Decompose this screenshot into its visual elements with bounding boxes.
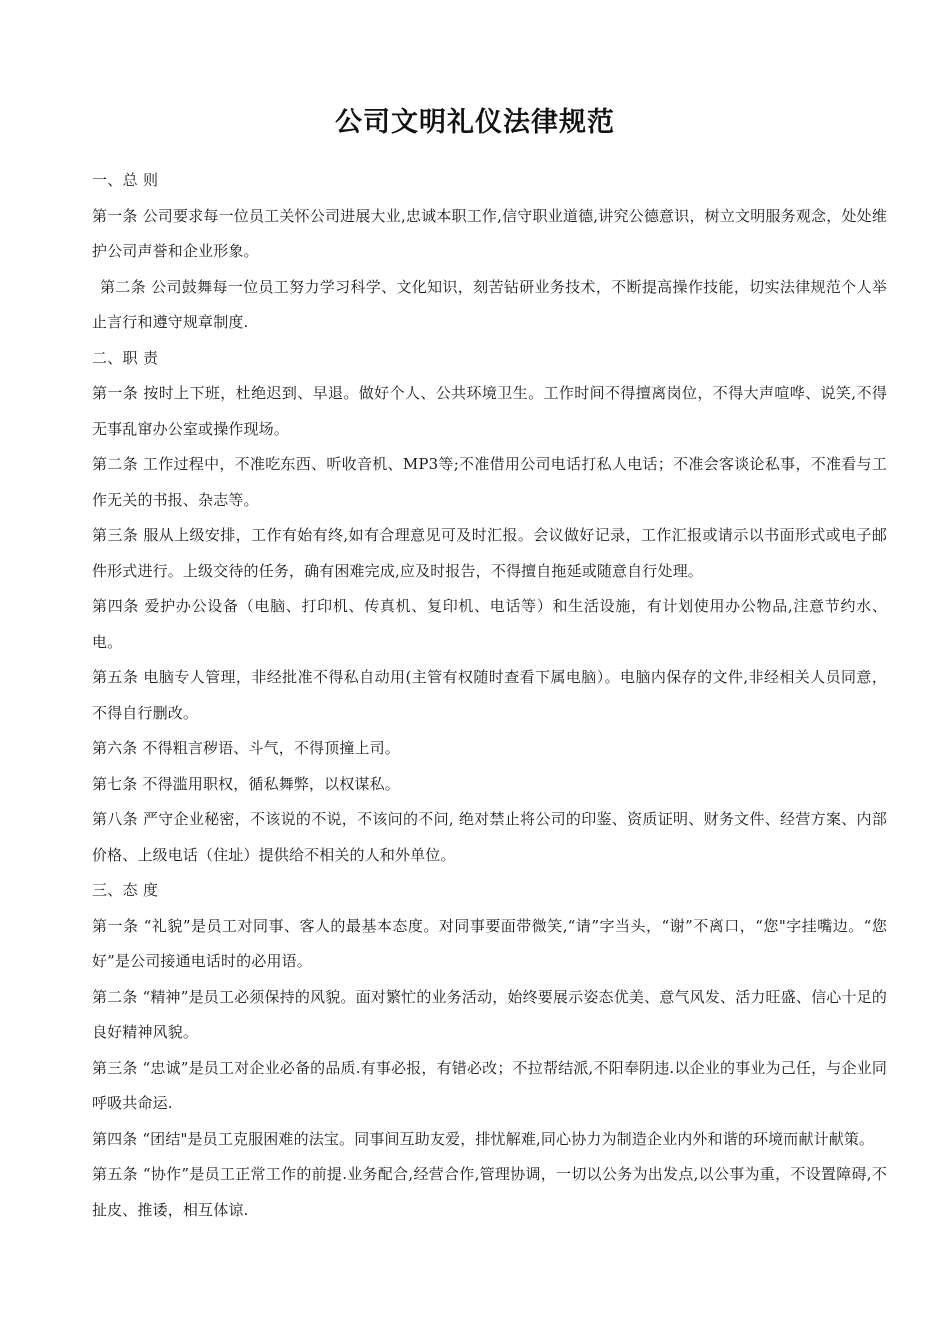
section-heading-general: 一、总 则 — [92, 171, 159, 189]
paragraph: 第六条 不得粗言秽语、斗气，不得顶撞上司。 — [92, 739, 400, 757]
paragraph: 第三条 “忠诚”是员工对企业必备的品质.有事必报，有错必改；不拉帮结派,不阳奉阴违.以企业的事业为己任，与企业同呼吸共命运. — [92, 1058, 887, 1112]
paragraph: 第一条 按时上下班，杜绝迟到、早退。做好个人、公共环境卫生。工作时间不得擅离岗位，不得大声喧哗、说笑,不得无事乱窜办公室或操作现场。 — [92, 384, 887, 438]
paragraph: 第二条 工作过程中，不准吃东西、听收音机、MP3等;不准借用公司电话打私人电话；不准会客谈论私事，不准看与工作无关的书报、杂志等。 — [92, 455, 887, 509]
paragraph: 第五条 “协作”是员工正常工作的前提.业务配合,经营合作,管理协调，一切以公务为出发点,以公事为重，不设置障碍,不扯皮、推诿，相互体谅. — [92, 1165, 887, 1219]
paragraph: 第一条 公司要求每一位员工关怀公司进展大业,忠诚本职工作,信守职业道德,讲究公德意识，树立文明服务观念，处处维护公司声誉和企业形象。 — [92, 206, 887, 260]
section-heading-duties: 二、职 责 — [92, 348, 159, 367]
paragraph: 第四条 “团结"是员工克服困难的法宝。同事间互助友爱，排忧解难,同心协力为制造企业内外和谐的环境而献计献策。 — [92, 1129, 875, 1148]
paragraph: 第七条 不得滥用职权，循私舞弊，以权谋私。 — [92, 774, 400, 793]
paragraph: 第一条 “礼貌”是员工对同事、客人的最基本态度。对同事要面带微笑,“请”字当头，“谢”不离口，“您"字挂嘴边。“您好”是公司接通电话时的必用语。 — [92, 916, 887, 970]
paragraph: 第二条 公司鼓舞每一位员工努力学习科学、文化知识，刻苦钻研业务技术，不断提高操作技能，切实法律规范个人举止言行和遵守规章制度. — [92, 277, 887, 331]
paragraph: 第五条 电脑专人管理，非经批准不得私自动用(主管有权随时查看下属电脑）。电脑内保存的文件,非经相关人员同意，不得自行删改。 — [92, 668, 887, 722]
paragraph: 第三条 服从上级安排，工作有始有终,如有合理意见可及时汇报。会议做好记录，工作汇报或请示以书面形式或电子邮件形式进行。上级交待的任务，确有困难完成,应及时报告，不得擅自拖延或随意自行处理。 — [92, 526, 887, 580]
document-body — [92, 163, 887, 1228]
paragraph: 第四条 爱护办公设备（电脑、打印机、传真机、复印机、电话等）和生活设施，有计划使用办公物品,注意节约水、电。 — [92, 597, 887, 651]
section-heading-attitude: 三、态 度 — [92, 881, 159, 899]
document-title: 公司文明礼仪法律规范 — [335, 107, 615, 138]
paragraph: 第二条 “精神”是员工必须保持的风貌。面对繁忙的业务活动，始终要展示姿态优美、意气风发、活力旺盛、信心十足的良好精神风貌。 — [92, 987, 887, 1041]
paragraph: 第八条 严守企业秘密，不该说的不说，不该问的不问, 绝对禁止将公司的印鉴、资质证明、财务文件、经营方案、内部价格、上级电话（住址）提供给不相关的人和外单位。 — [92, 810, 887, 864]
